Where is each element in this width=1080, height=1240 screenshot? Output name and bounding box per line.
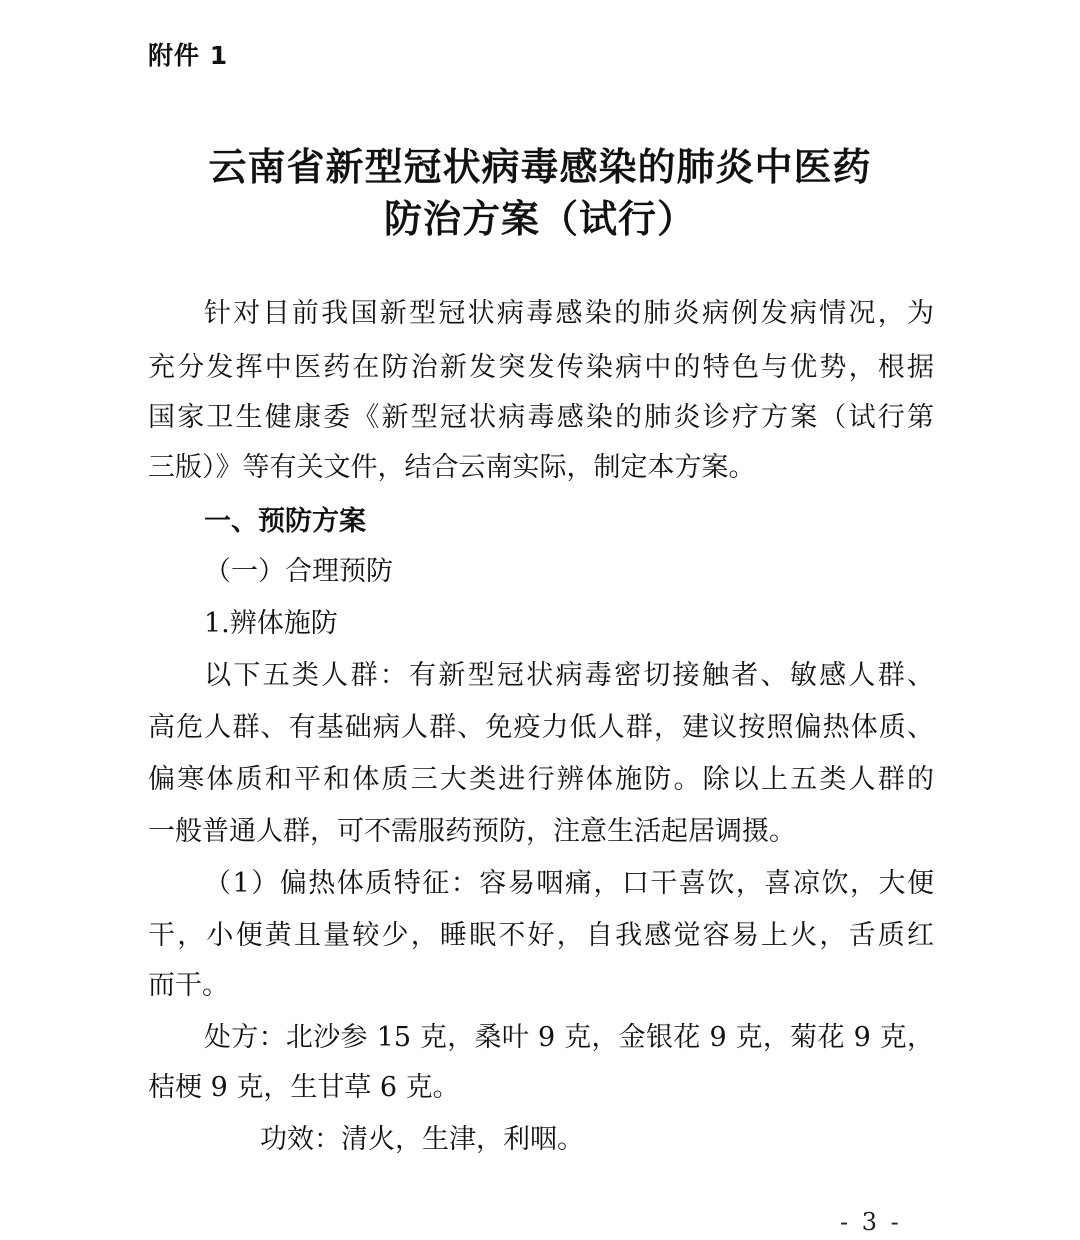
subsection-heading-reasonable-prevention: （一）合理预防 (204, 556, 393, 587)
para2-line-2: 干，小便黄且量较少，睡眠不好，自我感觉容易上火，舌质红 (148, 920, 934, 951)
intro-line-1: 针对目前我国新型冠状病毒感染的肺炎病例发病情况，为 (204, 298, 934, 329)
para2-line-1: （1）偏热体质特征：容易咽痛，口干喜饮，喜凉饮，大便 (204, 868, 934, 899)
prescription-line-2: 桔梗 9 克，生甘草 6 克。 (148, 1072, 460, 1103)
attachment-label: 附件 1 (148, 41, 229, 70)
item-heading-constitution: 1.辨体施防 (204, 608, 338, 639)
para1-line-3: 偏寒体质和平和体质三大类进行辨体施防。除以上五类人群的 (148, 764, 934, 795)
efficacy-line: 功效：清火，生津，利咽。 (260, 1124, 584, 1155)
para1-line-4: 一般普通人群，可不需服药预防，注意生活起居调摄。 (148, 816, 796, 847)
prescription-line-1: 处方：北沙参 15 克，桑叶 9 克，金银花 9 克，菊花 9 克， (204, 1022, 934, 1053)
document-title-line1: 云南省新型冠状病毒感染的肺炎中医药 (208, 145, 872, 189)
para1-line-1: 以下五类人群：有新型冠状病毒密切接触者、敏感人群、 (204, 660, 934, 691)
intro-line-3: 国家卫生健康委《新型冠状病毒感染的肺炎诊疗方案（试行第 (148, 402, 934, 433)
para2-line-3: 而干。 (148, 970, 229, 1001)
intro-line-2: 充分发挥中医药在防治新发突发传染病中的特色与优势，根据 (148, 352, 934, 383)
intro-line-4: 三版）》等有关文件，结合云南实际，制定本方案。 (148, 452, 756, 483)
section-heading-prevention: 一、预防方案 (204, 506, 366, 537)
document-title-line2: 防治方案（试行） (383, 197, 696, 241)
page-number: - 3 - (840, 1208, 902, 1236)
para1-line-2: 高危人群、有基础病人群、免疫力低人群，建议按照偏热体质、 (148, 712, 934, 743)
